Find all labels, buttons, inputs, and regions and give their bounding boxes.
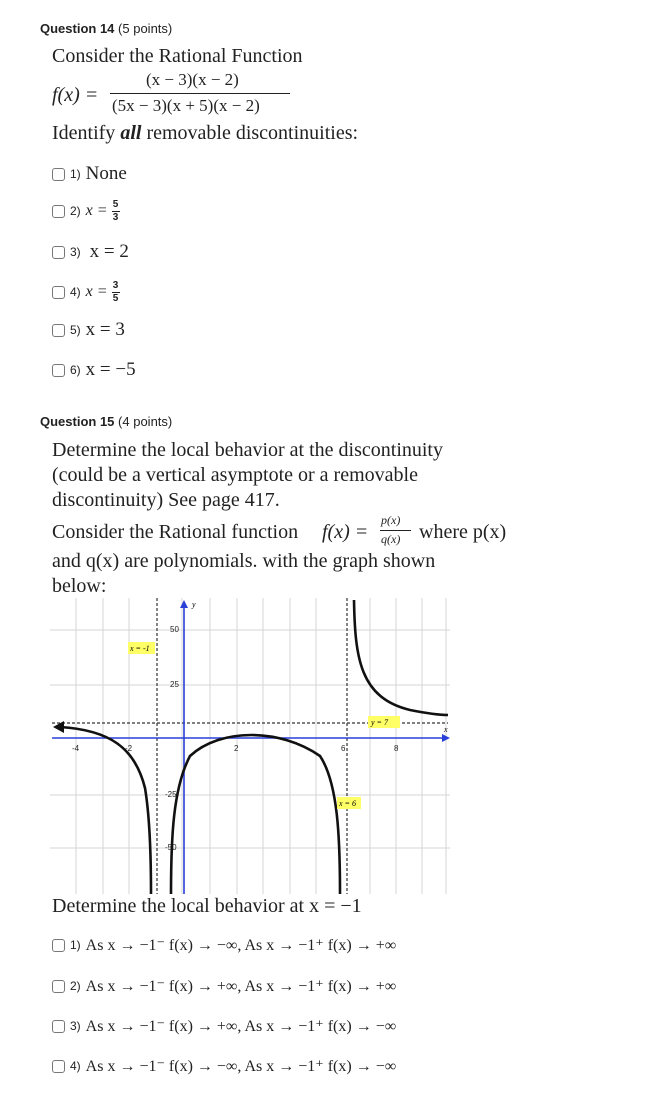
frac-numerator: 5 (112, 198, 119, 210)
option-text: As x → −1⁻ f(x) → +∞, As x → −1⁺ f(x) → −∞ (85, 1018, 397, 1035)
tick-label-m2: -2 (125, 744, 133, 753)
checkbox[interactable] (52, 980, 65, 993)
checkbox[interactable] (52, 364, 65, 377)
option-text: As x → −1⁻ f(x) → −∞, As x → −1⁺ f(x) → −∞ (85, 1058, 397, 1075)
option-text: x = (85, 283, 108, 300)
option-text: As x → −1⁻ f(x) → −∞, As x → −1⁺ f(x) → +∞ (85, 937, 397, 954)
tick-label-m50: -50 (165, 843, 177, 852)
q15-px: p(x) (381, 513, 401, 527)
option-number: 6) (70, 363, 81, 377)
q14-identify-emphasis: all (120, 122, 142, 144)
y-axis-arrow (180, 600, 188, 608)
tick-label-m25: -25 (165, 790, 177, 799)
tick-label-50: 50 (170, 625, 179, 634)
option-text: x = (85, 202, 108, 219)
q14-identify-post: removable discontinuities: (141, 122, 359, 144)
checkbox[interactable] (52, 939, 65, 952)
option-number: 3) (70, 1019, 81, 1033)
option-number: 4) (70, 1059, 81, 1073)
q15-consider-post: where p(x) (419, 521, 507, 543)
q14-denominator: (5x − 3)(x + 5)(x − 2) (112, 96, 260, 115)
option-number: 2) (70, 979, 81, 993)
question-14-title: Question 14 (40, 21, 115, 36)
checkbox[interactable] (52, 1020, 65, 1033)
q14-identify (52, 122, 358, 145)
option-number: 4) (70, 285, 81, 299)
checkbox[interactable] (52, 1060, 65, 1073)
checkbox[interactable] (52, 324, 65, 337)
option-fraction (112, 281, 120, 304)
q15-option-3[interactable] (52, 1015, 396, 1037)
option-number: 5) (70, 323, 81, 337)
rational-function-graph (50, 598, 452, 896)
tick-label-8: 8 (394, 744, 399, 753)
tick-label-2: 2 (234, 744, 239, 753)
tick-label-m4: -4 (72, 744, 80, 753)
option-text: As x → −1⁻ f(x) → +∞, As x → −1⁺ f(x) → +∞ (85, 978, 397, 995)
frac-denominator: 5 (112, 292, 119, 304)
curve-right-branch (354, 600, 448, 715)
q15-determine: Determine the local behavior at x = −1 (52, 895, 362, 917)
option-text: None (85, 163, 127, 184)
q15-line-2: (could be a vertical asymptote or a removable (52, 464, 418, 486)
checkbox[interactable] (52, 168, 65, 181)
q14-numerator: (x − 3)(x − 2) (146, 70, 239, 89)
q15-line-6: below: (52, 575, 107, 597)
option-fraction (112, 200, 120, 223)
checkbox[interactable] (52, 205, 65, 218)
option-text: x = −5 (85, 359, 136, 380)
q14-fraction-bar (110, 93, 290, 94)
q15-line-3: discontinuity) See page 417. (52, 489, 280, 511)
q14-option-5[interactable] (52, 319, 125, 341)
q14-identify-pre: Identify (52, 122, 121, 144)
option-number: 2) (70, 204, 81, 218)
q15-option-4[interactable] (52, 1055, 396, 1077)
label-x-6: x = 6 (339, 799, 356, 808)
frac-denominator: 3 (112, 211, 119, 223)
q14-option-1[interactable] (52, 163, 127, 185)
q15-option-1[interactable] (52, 934, 396, 956)
q15-line-1: Determine the local behavior at the discontinuity (52, 439, 443, 461)
q15-qx: q(x) (381, 532, 401, 546)
q15-consider-pre: Consider the Rational function (52, 521, 299, 543)
option-number: 1) (70, 167, 81, 181)
q14-option-6[interactable] (52, 359, 136, 381)
x-axis-label: x (444, 725, 448, 734)
frac-numerator: 3 (112, 279, 119, 291)
checkbox[interactable] (52, 246, 65, 259)
label-y-7: y = 7 (371, 718, 388, 727)
option-text: x = 2 (89, 241, 129, 262)
tick-label-6: 6 (341, 744, 346, 753)
question-14-header (40, 21, 172, 36)
question-14-points: (5 points) (118, 21, 173, 36)
q14-option-3[interactable] (52, 241, 129, 263)
q14-option-2[interactable] (52, 200, 120, 222)
q14-f-label: f(x) = (52, 84, 99, 106)
y-axis-label: y (192, 600, 196, 609)
question-15-header (40, 414, 172, 429)
checkbox[interactable] (52, 286, 65, 299)
tick-label-25: 25 (170, 680, 179, 689)
q14-intro: Consider the Rational Function (52, 45, 303, 67)
option-number: 3) (70, 245, 81, 259)
curve-middle-branch (171, 735, 340, 894)
q14-option-4[interactable] (52, 281, 120, 303)
label-x-minus-1: x = -1 (130, 644, 150, 653)
q15-line-5: and q(x) are polynomials. with the graph shown (52, 550, 436, 572)
question-15-title: Question 15 (40, 414, 115, 429)
option-text: x = 3 (85, 319, 125, 340)
q15-option-2[interactable] (52, 975, 396, 997)
q15-fraction-bar (380, 530, 411, 531)
q15-f-eq: f(x) = (322, 521, 369, 543)
question-15-points: (4 points) (118, 414, 173, 429)
option-number: 1) (70, 938, 81, 952)
